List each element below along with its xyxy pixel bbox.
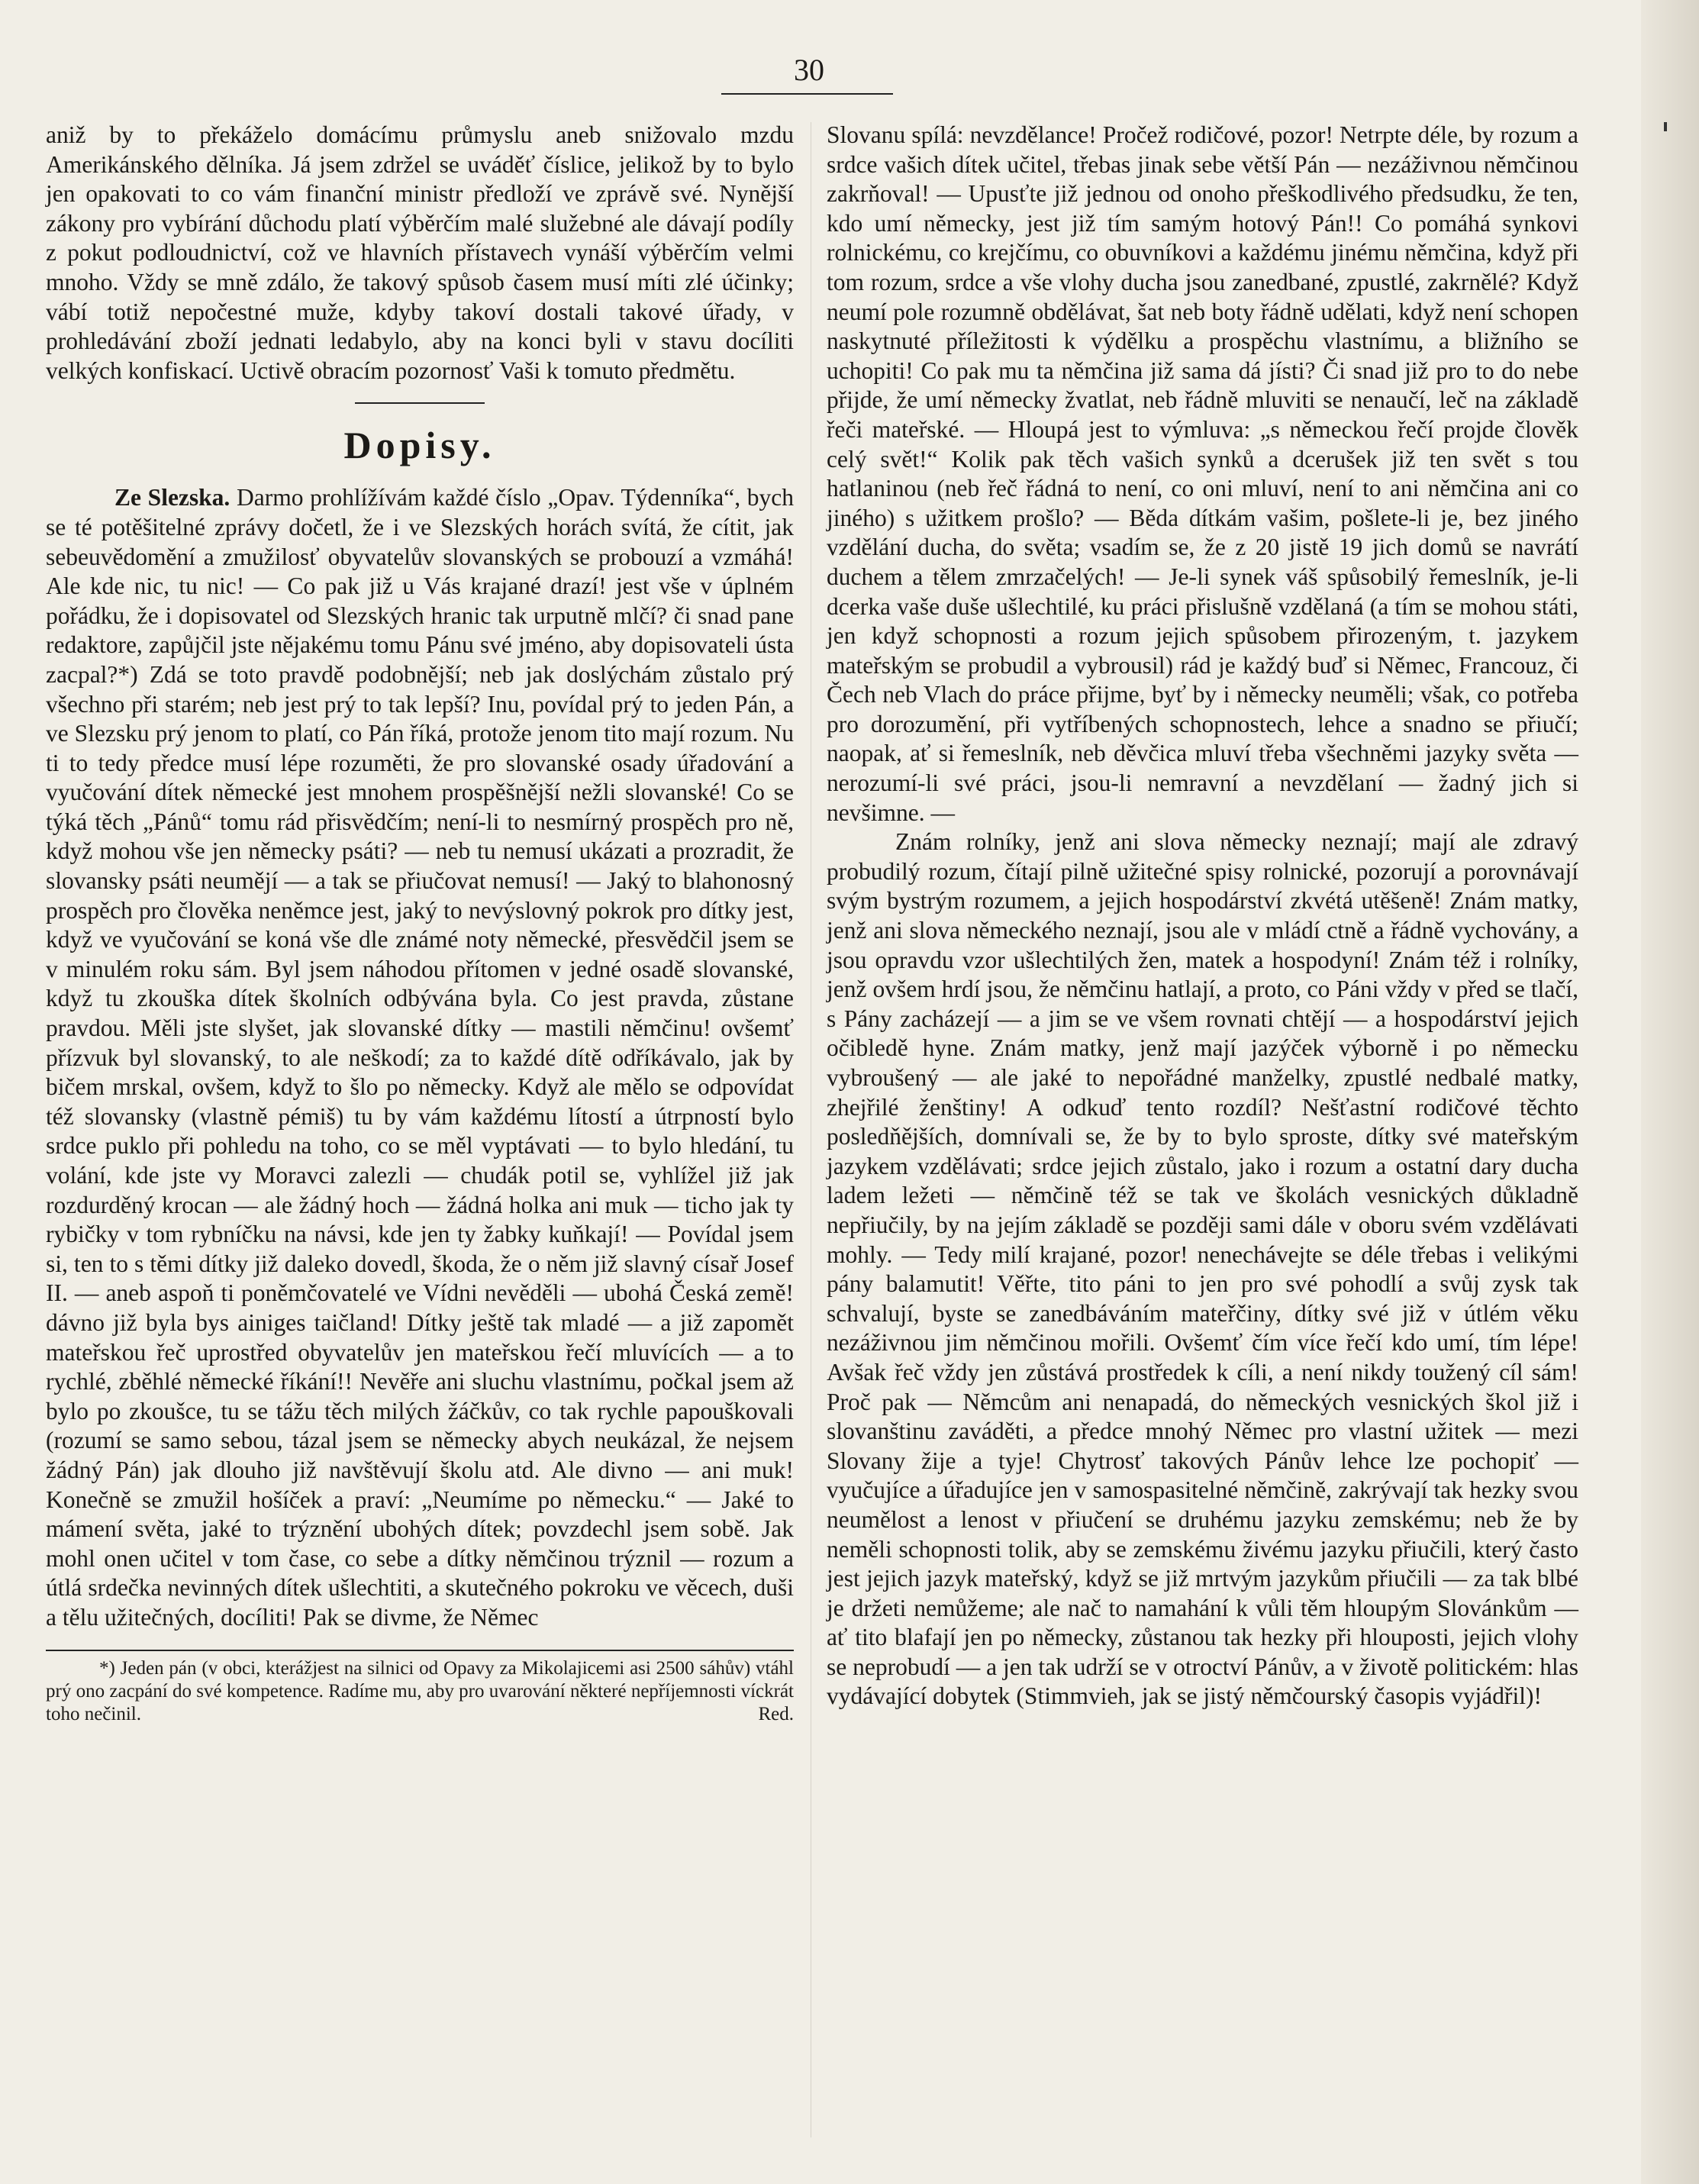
- page-edge-mark: [1664, 122, 1667, 131]
- page-edge-shadow: [1641, 0, 1699, 2184]
- letter-paragraph: [46, 483, 794, 1632]
- section-heading: Dopisy.: [343, 424, 496, 467]
- letter-text: Darmo prohlížívám každé číslo „Opav. Týdenníka“, bych se té potěšitelné zprávy dočetl, že i ve Slezských horách svítá, že cítit, jak sebeuvědomění a zmužilosť obyvatelův slovanských se probouzí a vzmáhá! Ale kde nic, tu nic! — Co pak již u Vás krajané drazí! jest vše v úplném pořádku, že i dopisovatel od Slezských hranic tak urputně mlčí? či snad pane redaktore, zapůjčil jste nějakému tomu Pánu své jméno, aby dopisovateli ústa zacpal?*) Zdá se toto pravdě podobnější; neb jak doslýchám zůstalo prý všechno při starém; neb jest prý to tak lepší? Inu, povídal prý to jeden Pán, a ve Slezsku prý jenom to platí, co Pán říká, protože jenom tito mají rozum. Nu ti to tedy předce musí lépe rozuměti, že pro slovanské osady úřadování a vyučování dítek německé jest mnohem prospěšnější nežli slovanské! Co se týká těch „Pánů“ tomu rád přisvědčím; není-li to nesmírný prospěch pro ně, když mohou vše jen německy psáti? — neb tu nemusí ukázati a prozradit, že slovansky psáti neumějí — a tak se přiučovat nemusí! — Jaký to blahonosný prospěch pro člověka neněmce jest, jaký to nevýslovný pokrok pro dítky jest, když ve vyučování se koná vše dle známé noty německé, přesvědčil jsem se v minulém roku sám. Byl jsem náhodou přítomen v jedné osadě slovanské, když tu zkouška dítek školních odbývána byla. Co jest pravda, zůstane pravdou. Měli jste slyšet, jak slovanské dítky — mastili němčinu! ovšemť přízvuk byl slovanský, to ale neškodí; za to každé dítě odříkávalo, jak by bičem mrskal, ovšem, když to šlo po německy. Když ale mělo se odpovídat též slovansky (vlastně pémiš) tu by vám každému lítostí a útrpností bylo srdce puklo při pohledu na toho, co se měl vyptávati — to bylo hledání, tu volání, kde jste vy Moravci zalezli — chudák potil se, vyhlížel již jak rozdurděný krocan — ale žádný hoch — žádná holka ani muk — ticho jak ty rybičky v tom rybníčku na návsi, kde jen ty žabky kuňkají! — Povídal jsem si, ten to s těmi dítky již daleko dovedl, škoda, že o něm již slavný císař Josef II. — aneb aspoň ti poněmčovatelé ve Vídni nevěděli — ubohá Česká země! dávno již byla bys ainiges taičland! Dítky ještě tak mladé — a již zapomět mateřskou řeč uprostřed obyvatelův jen mateřskou řečí mluvících — a to rychlé, zběhlé německé říkání!! Nevěře ani sluchu vlastnímu, počkal jsem až bylo po zkoušce, tu se tážu těch milých žáčkův, co tak rychle papouškovali (rozumí se samo sebou, tázal jsem se německy abych neukázal, že nejsem žádný Pán) jak dlouho již navštěvují školu atd. Ale divno — ani muk! Konečně se zmužil hošíček a praví: „Neumíme po německu.“ — Jaké to mámení světa, jaké to trýznění ubohých dítek; povzdechl jsem sobě. Jak mohl onen učitel v tom čase, co sebe a dítky němčinou trýznil — rozum a útlá srdečka nevinných dítek ušlechtiti, a skutečného pokroku ve věcech, duši a tělu užitečných, docíliti! Pak se divme, že Němec: [46, 484, 794, 1631]
- right-column: [827, 121, 1578, 1711]
- footnote-rule: [46, 1650, 794, 1651]
- footnote-signature: Red.: [758, 1703, 794, 1724]
- footnote-text: *) Jeden pán (v obci, kterážjest na silnici od Opavy za Mikolajicemi asi 2500 sáhův) vtáhl prý ono zacpání do své kompetence. Radíme mu, aby pro uvarování některé nepříjemnosti víckrát toho nečinil.: [46, 1657, 794, 1724]
- letter-lead: Ze Slezska.: [114, 484, 231, 511]
- left-column: [46, 121, 794, 1726]
- right-paragraph-2: Znám rolníky, jenž ani slova německy neznají; mají ale zdravý probudilý rozum, čítají pilně užitečné spisy rolnické, pozorují a porovnávají svým bystrým rozumem, a jejich hospodárství zkvétá utěšeně! Znám matky, jenž ani slova německého neznají, jsou ale v mládí ctně a řádně vychovány, a jsou opravdu vzor ušlechtilých žen, matek a hospodyní! Znám též i rolníky, jenž ovšem hrdí jsou, že němčinu hatlají, a proto, co Páni vždy v před se tlačí, s Pány zacházejí — a jim se ve všem rovnati chtějí — a hospodárství jejich očibledě hyne. Znám matky, jenž mají jazýček výborně i po německu vybroušený — ale jaké to nepořádné manželky, zpustlé nedbalé matky, zhejřilé ženštiny! A odkuď tento rozdíl? Nešťastní rodičové těchto posledňějších, domnívali se, že by to bylo sproste, dítky své mateřským jazykem vzdělávati; srdce jejich zůstalo, jako i rozum a ostatní dary ducha ladem ležeti — němčině též se tak ve školách vesnických důkladně nepřiučily, by na jejím základě se později sami dále v oboru svém vzdělávati mohly. — Tedy milí krajané, pozor! nenechávejte se déle třebas i velikými pány balamutit! Věřte, tito páni to jen pro své pohodlí a svůj zysk tak schvalují, byste se zanedbáváním mateřčiny, dítky své již v útlém věku nezáživnou jim němčinou mořili. Ovšemť čím více řečí kdo umí, tím lépe! Avšak řeč vždy jen zůstává prostředek k cíli, a není nikdy toužený cíl sám! Proč pak — Němcům ani nenapadá, do německých vesnických škol již i slovanštinu zaváděti, a předce mnohý Němec pro vlastní užitek — mezi Slovany žije a tyje! Chytrosť takových Pánův lehce lze pochopiť — vyučujíce a úřadujíce jen v samospasitelné němčině, zakrývají tak hezky svou neumělost a lenost v přiučení se druhému jazyku zemskému; neb že by neměli schopnosti tolik, aby se zemskému živému jazyku přiučili, který často jest jejich jazyk mateřský, když se již mrtvým jazykům přiučili — za tak blbé je držeti nemůžeme; ale nač to namahání k vůli těm hloupým Slovánkům — ať tito blafají jen po německy, zůstanou tak hezky při hlouposti, jejich vlohy se neprobudí — a jen tak udrží se v otroctví Pánův, a v životě politickém: hlas vydávající dobytek (Stimmvieh, jak se jistý němčourský časopis vyjádřil)!: [827, 828, 1578, 1710]
- section-separator: [355, 402, 485, 404]
- page-number: 30: [794, 53, 824, 87]
- footnote: [46, 1657, 794, 1726]
- page-number-rule: [721, 93, 893, 95]
- intro-paragraph: aniž by to překáželo domácímu průmyslu aneb snižovalo mzdu Amerikánského dělníka. Já jsem zdržel se uváděť číslice, jelikož by to bylo jen opakovati to co vám finanční ministr předloží ve zprávě své. Nynější zákony pro vybírání důchodu platí výběrčím malé služebné ale dávají podíly z pokut podloudnictví, což ve hlavních přístavech vynáší výběrčím velmi mnoho. Vždy se mně zdálo, že takový spůsob časem musí míti zlé účinky; vábí totiž nepočestné muže, kdyby takoví dostali takové úřady, v prohledávání zboží jednati ledabylo, aby na konci byli v stavu docíliti velkých konfiskací. Uctivě obracím pozornosť Vaši k tomuto předmětu.: [46, 121, 794, 384]
- right-paragraph-1: Slovanu spílá: nevzdělance! Pročež rodičové, pozor! Netrpte déle, by rozum a srdce vašich dítek učitel, třebas jinak sebe větší Pán — nezáživnou němčinou zakrňoval! — Upusťte již jednou od onoho přeškodlivého předsudku, že ten, kdo umí německy, jest již tím samým hotový Pán!! Co pomáhá synkovi rolnickému, co krejčímu, co obuvníkovi a každému jinému němčina, když při tom rozum, srdce a vše vlohy ducha jsou zanedbané, zpustlé, zakrnělé? Když neumí pole rozumně obdělávat, šat neb boty řádně udělati, když není schopen naskytnuté příležitosti k výdělku a prospěchu vlastnímu, a bližního se uchopiti! Co pak mu ta němčina již sama dá jísti? Či snad již pro to do nebe přijde, že umí německy žvatlat, neb řádně mluviti se nenaučí, leč na základě řeči mateřské. — Hloupá jest to výmluva: „s německou řečí projde člověk celý svět!“ Kolik pak těch vašich synků a dcerušek již ten svět s tou hatlaninou (neb řeč řádná to není, co oni mluví, není to ani němčina ani co jiného) s užitkem prošlo? — Běda dítkám vašim, pošlete-li je, bez jiného vzdělání ducha, do světa; vsadím se, že z 20 jistě 19 jich domů se navrátí duchem a tělem zmrzačelých! — Je-li synek váš spůsobilý řemeslník, je-li dcerka vaše duše ušlechtilé, ku práci přislušně vzdělaná (a tím se mohou státi, jen když schopnosti a rozum jejich spůsobem přirozeným, t. jazykem mateřským se probudil a vybrousil) rád je každý buď si Němec, Francouz, či Čech neb Vlach do práce přijme, byť by i německy neuměli; však, co potřeba pro dorozumění, při vytříbených schopnostech, lehce a snadno se přiučí; naopak, ať si řemeslník, neb děvčica mluví třeba všechněmi jazyky světa — nerozumí-li své práci, jsou-li nemravní a nevzdělaní — žadný jich si nevšimne. —: [827, 121, 1578, 826]
